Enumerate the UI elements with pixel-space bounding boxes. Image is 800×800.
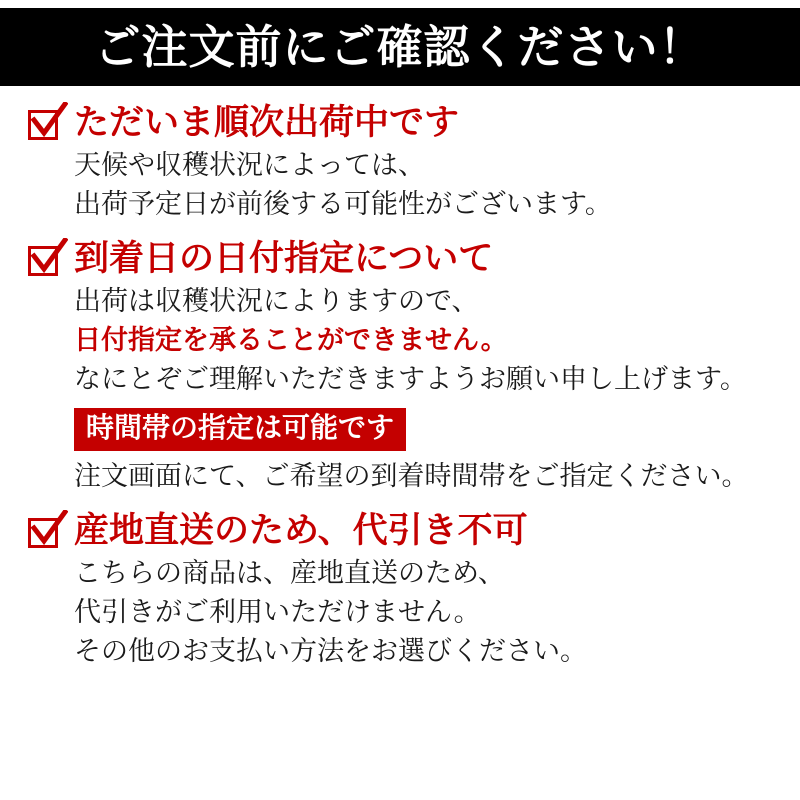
section-body-line: 注文画面にて、ご希望の到着時間帯をご指定ください。: [74, 460, 749, 491]
highlight-tag-wrap: [26, 398, 774, 451]
page-title: ご注文前にご確認ください！: [94, 21, 706, 73]
section-body-line-emphasis: 日付指定を承ることができません。: [74, 324, 508, 355]
section-body-line: 出荷は収穫状況によりますので、: [74, 285, 479, 316]
section-body-line: 代引きがご利用いただけません。: [74, 596, 481, 627]
notice-section-shipping: [26, 102, 774, 224]
section-body-line: 天候や収穫状況によっては、: [74, 150, 425, 180]
checkmark-icon: [26, 242, 66, 282]
section-body-line: こちらの商品は、産地直送のため、: [74, 557, 505, 588]
section-heading-row: [26, 238, 774, 282]
header-banner: [0, 8, 800, 86]
checkmark-icon: [26, 106, 66, 146]
status-badge-time-slot: 時間帯の指定は可能です: [74, 408, 406, 451]
section-heading: ただいま順次出荷中です: [74, 103, 460, 142]
section-heading: 到着日の日付指定について: [74, 238, 494, 278]
checkmark-icon: [26, 514, 66, 554]
section-body-line: その他のお支払い方法をお選びください。: [74, 635, 587, 666]
notice-section-date-designation: [26, 238, 774, 496]
section-heading: 産地直送のため、代引き不可: [74, 510, 528, 550]
notice-content: [0, 86, 800, 670]
notice-section-payment: [26, 510, 774, 671]
section-heading-row: [26, 102, 774, 146]
section-heading-row: [26, 510, 774, 554]
section-body-line: なにとぞご理解いただきますようお願い申し上げます。: [74, 363, 747, 394]
section-body-line: 出荷予定日が前後する可能性がございます。: [74, 188, 612, 219]
